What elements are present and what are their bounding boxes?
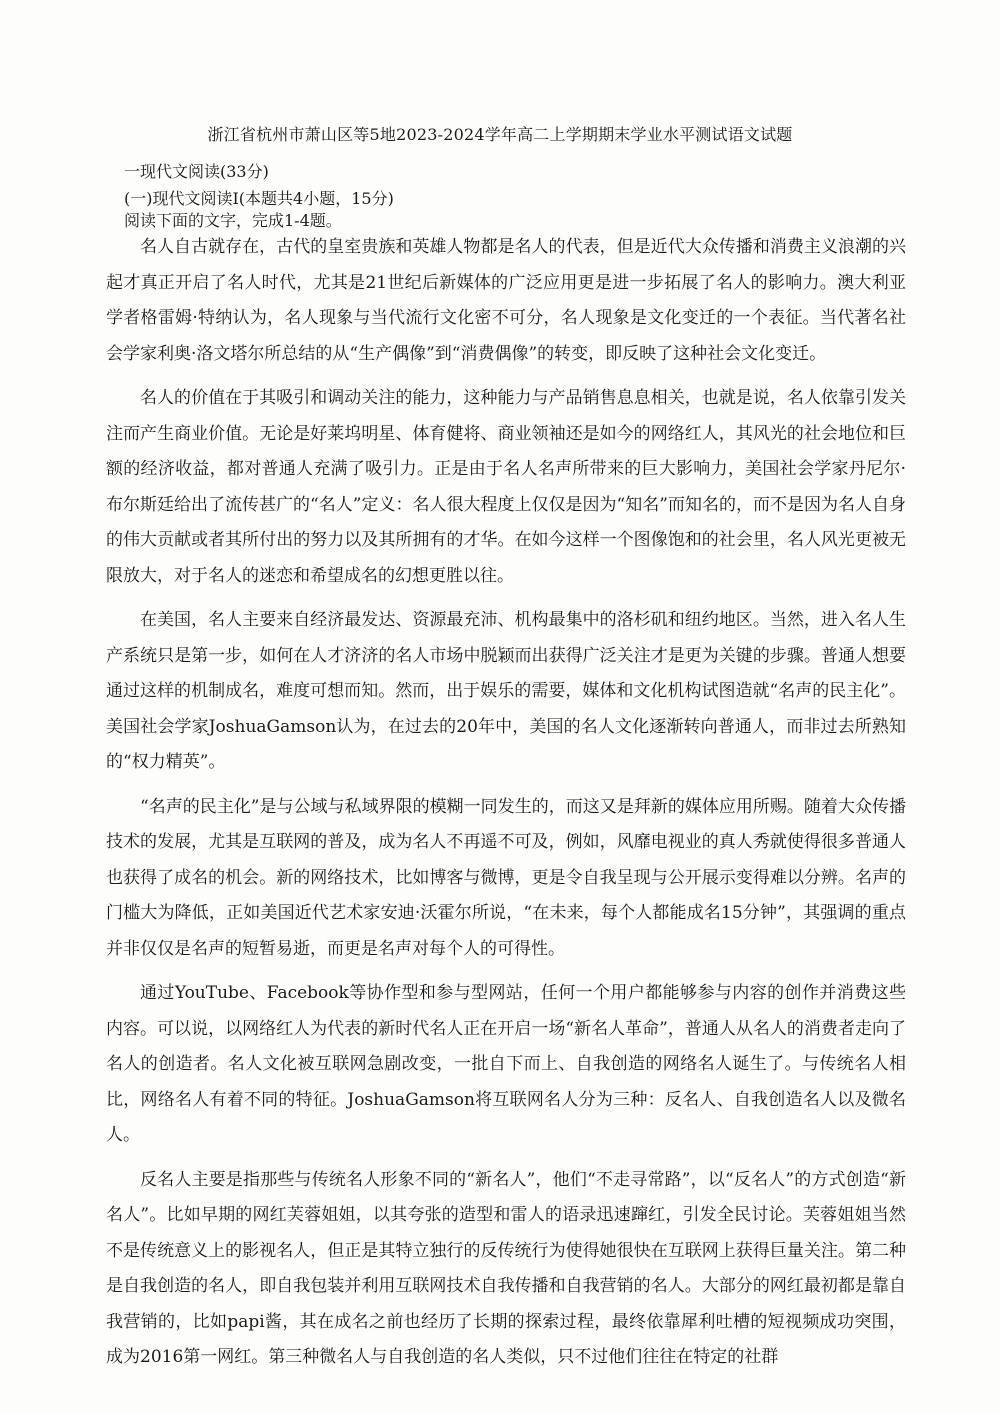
passage-paragraph-4: “名声的民主化”是与公域与私域界限的模糊一同发生的，而这又是拜新的媒体应用所赐。随着大众传播技术的发展，尤其是互联网的普及，成为名人不再遥不可及，例如，风靡电视业的真人秀就使得很多普通人也获得了成名的机会。新的网络技术，比如博客与微博，更是令自我呈现与公开展示变得难以分辨。名声的门槛大为降低，正如美国近代艺术家安迪·沃霍尔所说，“在未来，每个人都能成名15分钟”，其强调的重点并非仅仅是名声的短暂易逝，而更是名声对每个人的可得性。 [106,796,906,959]
section-heading: 一现代文阅读(33分) [124,162,269,181]
passage-paragraph-3: 在美国，名人主要来自经济最发达、资源最充沛、机构最集中的洛杉矶和纽约地区。当然，进入名人生产系统只是第一步，如何在人才济济的名人市场中脱颖而出获得广泛关注才是更为关键的步骤。普通人想要通过这样的机制成名，难度可想而知。然而，出于娱乐的需要，媒体和文化机构试图造就“名声的民主化”。美国社会学家JoshuaGamson认为，在过去的20年中，美国的名人文化逐渐转向普通人，而非过去所熟知的“权力精英”。 [106,610,906,772]
passage-paragraph-6: 反名人主要是指那些与传统名人形象不同的“新名人”，他们“不走寻常路”，以“反名人”的方式创造“新名人”。比如早期的网红芙蓉姐姐，以其夸张的造型和雷人的语录迅速蹿红，引发全民讨论。芙蓉姐姐当然不是传统意义上的影视名人，但正是其特立独行的反传统行为使得她很快在互联网上获得巨量关注。第二种是自我创造的名人，即自我包装并利用互联网技术自我传播和自我营销的名人。大部分的网红最初都是靠自我营销的，比如papi酱，其在成名之前也经历了长期的探索过程，最终依靠犀利吐槽的短视频成功突围，成为2016第一网红。第三种微名人与自我创造的名人类似，只不过他们往往在特定的社群 [106,1169,906,1367]
reading-instruction: 阅读下面的文字，完成1-4题。 [124,211,342,230]
exam-title: 浙江省杭州市萧山区等5地2023-2024学年高二上学期期末学业水平测试语文试题 [207,125,793,144]
passage-paragraph-5: 通过YouTube、Facebook等协作型和参与型网站，任何一个用户都能够参与内容的创作并消费这些内容。可以说，以网络红人为代表的新时代名人正在开启一场“新名人革命”，普通人从名人的消费者走向了名人的创造者。名人文化被互联网急剧改变，一批自下而上、自我创造的网络名人诞生了。与传统名人相比，网络名人有着不同的特征。JoshuaGamson将互联网名人分为三种：反名人、自我创造名人以及微名人。 [106,983,906,1145]
reading-passage [106,230,906,1385]
subsection-heading: (一)现代文阅读Ⅰ(本题共4小题，15分) [124,189,394,208]
passage-paragraph-1: 名人自古就存在，古代的皇室贵族和英雄人物都是名人的代表，但是近代大众传播和消费主义浪潮的兴起才真正开启了名人时代，尤其是21世纪后新媒体的广泛应用更是进一步拓展了名人的影响力。澳大利亚学者格雷姆·特纳认为，名人现象与当代流行文化密不可分，名人现象是文化变迁的一个表征。当代著名社会学家利奥·洛文塔尔所总结的从“生产偶像”到“消费偶像”的转变，即反映了这种社会文化变迁。 [106,237,906,364]
passage-paragraph-2: 名人的价值在于其吸引和调动关注的能力，这种能力与产品销售息息相关，也就是说，名人依靠引发关注而产生商业价值。无论是好莱坞明星、体育健将、商业领袖还是如今的网络红人，其风光的社会地位和巨额的经济收益，都对普通人充满了吸引力。正是由于名人名声所带来的巨大影响力，美国社会学家丹尼尔·布尔斯廷给出了流传甚广的“名人”定义：名人很大程度上仅仅是因为“知名”而知名的，而不是因为名人自身的伟大贡献或者其所付出的努力以及其所拥有的才华。在如今这样一个图像饱和的社会里，名人风光更被无限放大，对于名人的迷恋和希望成名的幻想更胜以往。 [106,388,906,586]
